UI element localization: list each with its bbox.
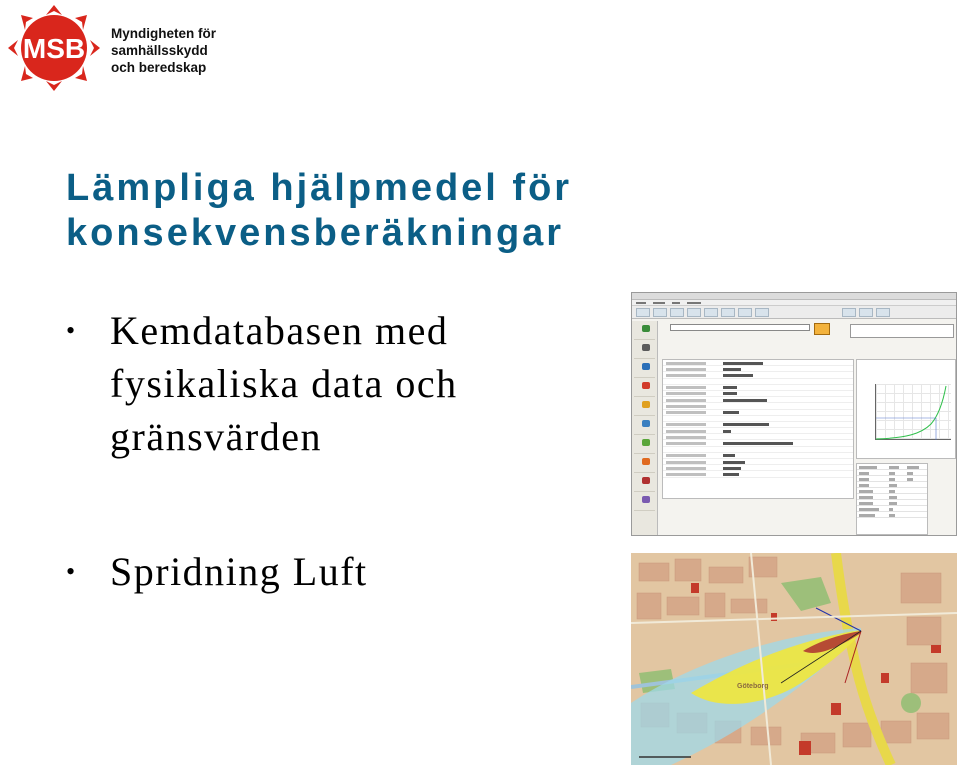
slide-title-line: konsekvensberäkningar xyxy=(66,212,565,254)
bullet-line: fysikaliska data och xyxy=(110,361,458,406)
msb-logo-mark-icon xyxy=(6,3,102,93)
dispersion-map xyxy=(631,553,957,765)
substance-properties-panel xyxy=(662,359,854,499)
logo-org-line: och beredskap xyxy=(111,60,207,75)
app-sidebar xyxy=(632,321,658,535)
logo-org-line: Myndigheten för xyxy=(111,26,216,41)
app-titlebar xyxy=(632,293,956,300)
app-toolbar xyxy=(632,306,956,319)
logo-org-line: samhällsskydd xyxy=(111,43,208,58)
vapor-pressure-chart xyxy=(856,359,956,459)
bullet-line: Spridning Luft xyxy=(110,549,368,594)
logo-org-name xyxy=(111,25,216,76)
bullet-dot: • xyxy=(66,557,77,586)
map-city-label: Göteborg xyxy=(737,683,769,690)
bullet-dot: • xyxy=(66,316,77,345)
limit-values-table xyxy=(856,463,928,535)
bullet-line: Kemdatabasen med xyxy=(110,308,449,353)
gas-dispersion-map-icon xyxy=(631,553,957,765)
chemical-database-screenshot xyxy=(631,292,957,536)
bullet-line: gränsvärden xyxy=(110,414,322,459)
logo-mark-text: MSB xyxy=(22,33,86,64)
slide-title-line: Lämpliga hjälpmedel för xyxy=(66,167,573,209)
slide-title xyxy=(66,166,766,256)
msb-logo xyxy=(6,3,221,93)
